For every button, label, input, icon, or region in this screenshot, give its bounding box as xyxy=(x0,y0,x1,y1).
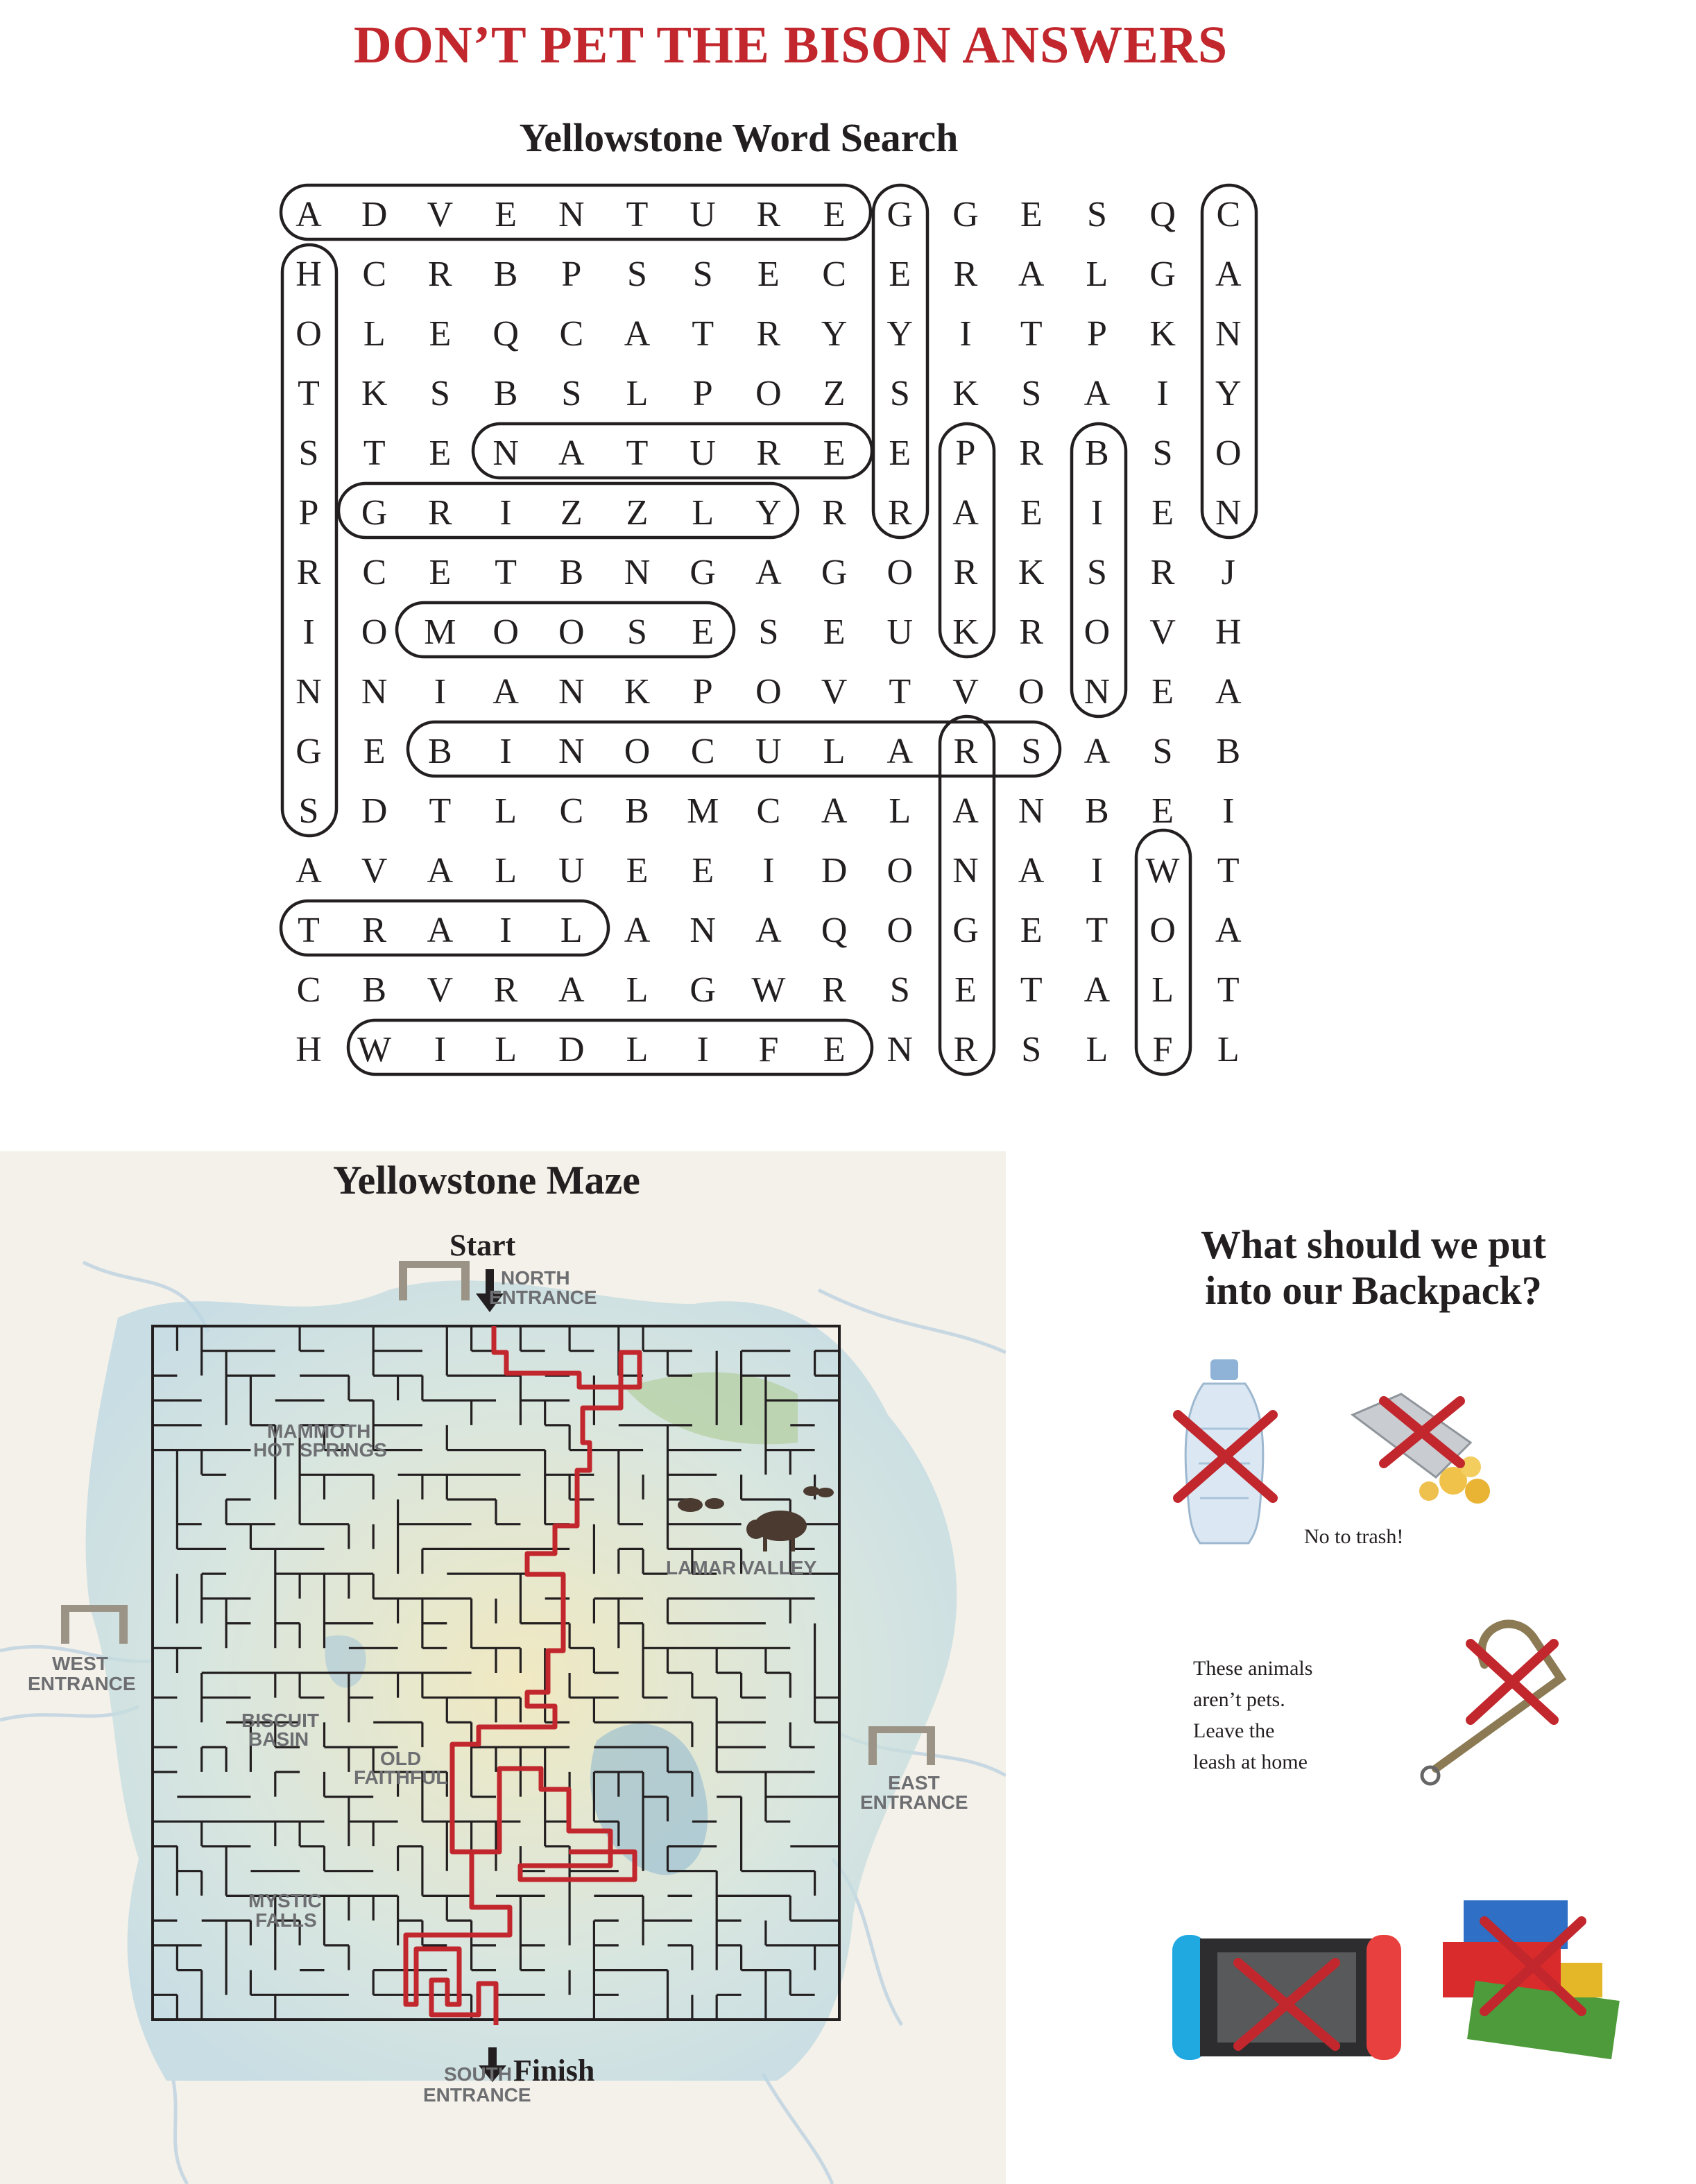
grid-letter: T xyxy=(1020,314,1043,354)
grid-letter: B xyxy=(493,374,518,413)
grid-letter: O xyxy=(361,612,388,652)
grid-letter: G xyxy=(952,195,979,234)
grid-letter: T xyxy=(298,374,320,413)
label-mystic: MYSTIC xyxy=(248,1890,322,1911)
grid-letter: T xyxy=(363,433,386,473)
grid-letter: I xyxy=(434,672,447,712)
grid-letter: A xyxy=(295,195,322,234)
grid-letter: I xyxy=(762,851,775,891)
grid-letter: R xyxy=(1150,553,1175,592)
grid-letter: Z xyxy=(560,493,583,533)
grid-letter: G xyxy=(689,970,716,1010)
grid-letter: S xyxy=(1021,1030,1042,1069)
grid-letter: W xyxy=(357,1030,392,1069)
label-south: SOUTH xyxy=(444,2063,512,2085)
label-lamar: LAMAR VALLEY xyxy=(666,1557,817,1579)
grid-letter: S xyxy=(561,374,582,413)
grid-letter: L xyxy=(560,911,583,950)
trash-note: No to trash! xyxy=(1304,1525,1404,1548)
grid-letter: E xyxy=(823,433,846,473)
grid-letter: F xyxy=(1152,1030,1173,1069)
grid-letter: W xyxy=(1145,851,1180,891)
grid-letter: T xyxy=(1086,911,1108,950)
grid-letter: E xyxy=(1020,195,1043,234)
grid-letter: C xyxy=(296,970,321,1010)
grid-letter: P xyxy=(955,433,976,473)
grid-letter: K xyxy=(361,374,388,413)
grid-letter: O xyxy=(1215,433,1242,473)
grid-letter: O xyxy=(886,553,914,592)
grid-letter: C xyxy=(822,255,846,294)
grid-letter: A xyxy=(427,851,454,891)
grid-letter: S xyxy=(1021,374,1042,413)
grid-letter: O xyxy=(755,374,782,413)
label-north-2: ENTRANCE xyxy=(489,1287,597,1308)
grid-letter: N xyxy=(1215,314,1242,354)
grid-letter: A xyxy=(1018,255,1045,294)
grid-letter: C xyxy=(559,314,584,354)
grid-letter: V xyxy=(361,851,388,891)
page-title: DON’T PET THE BISON ANSWERS xyxy=(353,16,1228,74)
grid-letter: R xyxy=(822,493,846,533)
grid-letter: N xyxy=(886,1030,914,1069)
label-west: WEST xyxy=(52,1653,108,1674)
grid-letter: E xyxy=(889,255,911,294)
letter-grid-overlay xyxy=(295,195,1242,1069)
grid-letter: R xyxy=(756,433,781,473)
grid-letter: T xyxy=(1217,851,1240,891)
grid-letter: R xyxy=(428,493,452,533)
grid-letter: R xyxy=(1019,612,1044,652)
grid-letter: E xyxy=(954,970,977,1010)
grid-letter: I xyxy=(1156,374,1169,413)
grid-letter: T xyxy=(889,672,911,712)
grid-letter: D xyxy=(558,1030,585,1069)
grid-letter: T xyxy=(626,195,649,234)
grid-letter: I xyxy=(1090,851,1104,891)
grid-letter: N xyxy=(558,195,585,234)
grid-letter: V xyxy=(821,672,848,712)
grid-letter: K xyxy=(952,374,979,413)
grid-letter: U xyxy=(558,851,585,891)
backpack-items xyxy=(1145,1318,1672,2178)
grid-letter: A xyxy=(952,493,979,533)
grid-letter: E xyxy=(363,732,386,771)
grid-letter: I xyxy=(696,1030,709,1069)
grid-letter: V xyxy=(427,195,454,234)
loop-bear-inner xyxy=(635,809,836,988)
label-mystic-2: FALLS xyxy=(255,1909,317,1931)
grid-letter: T xyxy=(1020,970,1043,1010)
grid-letter: B xyxy=(493,255,518,294)
grid-letter: G xyxy=(295,732,322,771)
grid-letter: E xyxy=(429,433,452,473)
grid-letter: I xyxy=(434,1030,447,1069)
grid-letter: U xyxy=(689,433,716,473)
grid-letter: O xyxy=(492,612,519,652)
grid-letter: N xyxy=(1018,791,1045,831)
grid-letter: O xyxy=(624,732,651,771)
grid-letter: B xyxy=(1085,433,1109,473)
grid-letter: L xyxy=(1151,970,1174,1010)
grid-letter: R xyxy=(953,553,978,592)
grid-letter: A xyxy=(624,911,651,950)
grid-letter: E xyxy=(757,255,780,294)
grid-letter: E xyxy=(429,553,452,592)
grid-letter: V xyxy=(1149,612,1176,652)
grid-letter: O xyxy=(295,314,322,354)
label-south-2: ENTRANCE xyxy=(423,2084,531,2106)
label-biscuit-2: BASIN xyxy=(248,1728,309,1750)
grid-letter: G xyxy=(361,493,388,533)
grid-letter: L xyxy=(495,1030,517,1069)
grid-letter: A xyxy=(492,672,519,712)
grid-letter: H xyxy=(295,255,322,294)
grid-letter: E xyxy=(1020,493,1043,533)
word-search-title: Yellowstone Word Search xyxy=(519,115,959,160)
grid-letter: A xyxy=(755,911,782,950)
grid-letter: S xyxy=(889,374,910,413)
leash-note-line-4: leash at home xyxy=(1193,1751,1308,1773)
grid-letter: S xyxy=(298,433,319,473)
grid-letter: A xyxy=(427,911,454,950)
grid-letter: D xyxy=(361,791,388,831)
maze-finish-label: Finish xyxy=(513,2054,595,2088)
grid-letter: G xyxy=(886,195,914,234)
grid-letter: A xyxy=(1083,970,1111,1010)
grid-letter: U xyxy=(689,195,716,234)
grid-letter: N xyxy=(1215,493,1242,533)
label-mammoth: MAMMOTH xyxy=(267,1420,371,1442)
grid-letter: O xyxy=(886,911,914,950)
leash-note-line-2: aren’t pets. xyxy=(1193,1688,1285,1711)
label-west-2: ENTRANCE xyxy=(28,1673,136,1694)
backpack-title xyxy=(1110,1222,1637,1314)
grid-letter: R xyxy=(1019,433,1044,473)
label-east: EAST xyxy=(888,1772,940,1794)
grid-letter: P xyxy=(1086,314,1107,354)
maze-start-label: Start xyxy=(449,1228,516,1262)
grid-letter: O xyxy=(1018,672,1045,712)
grid-letter: L xyxy=(363,314,386,354)
grid-letter: R xyxy=(428,255,452,294)
loop-canyon xyxy=(1202,185,1256,538)
grid-letter: T xyxy=(692,314,714,354)
grid-letter: Q xyxy=(821,911,848,950)
grid-letter: R xyxy=(756,314,781,354)
grid-letter: Z xyxy=(823,374,846,413)
grid-letter: I xyxy=(959,314,972,354)
grid-letter: O xyxy=(1149,911,1176,950)
grid-letter: T xyxy=(495,553,517,592)
grid-letter: E xyxy=(1151,672,1174,712)
grid-letter: A xyxy=(952,791,979,831)
grid-letter: E xyxy=(626,851,649,891)
word-search-grid xyxy=(0,0,1696,1082)
grid-letter: L xyxy=(626,374,649,413)
grid-letter: B xyxy=(362,970,387,1010)
grid-letter: R xyxy=(296,553,321,592)
grid-letter: K xyxy=(952,612,979,652)
grid-letter: E xyxy=(495,195,517,234)
grid-letter: B xyxy=(428,732,452,771)
grid-letter: W xyxy=(751,970,786,1010)
chip-bag-icon xyxy=(1353,1394,1490,1504)
grid-letter: Z xyxy=(626,493,649,533)
grid-letter: A xyxy=(1083,374,1111,413)
grid-letter: S xyxy=(889,970,910,1010)
game-console-icon xyxy=(1172,1935,1401,2060)
grid-letter: N xyxy=(492,433,519,473)
grid-letter: T xyxy=(626,433,649,473)
grid-letter: N xyxy=(1083,672,1111,712)
grid-letter: Q xyxy=(492,314,519,354)
grid-letter: N xyxy=(558,672,585,712)
grid-letter: C xyxy=(362,255,387,294)
grid-letter: P xyxy=(561,255,582,294)
grid-letter: A xyxy=(1215,255,1242,294)
grid-letter: I xyxy=(302,612,315,652)
grid-letter: B xyxy=(1216,732,1241,771)
grid-letter: E xyxy=(1151,791,1174,831)
grid-letter: S xyxy=(1086,553,1107,592)
grid-letter: N xyxy=(558,732,585,771)
toy-bricks-icon xyxy=(1443,1900,1620,2059)
grid-letter: K xyxy=(1018,553,1045,592)
grid-letter: E xyxy=(823,1030,846,1069)
grid-letter: E xyxy=(692,851,714,891)
maze-map xyxy=(0,1151,1006,2184)
grid-letter: V xyxy=(952,672,979,712)
grid-letter: A xyxy=(295,851,322,891)
grid-letter: T xyxy=(429,791,452,831)
grid-letter: N xyxy=(952,851,979,891)
grid-letter: A xyxy=(558,970,585,1010)
grid-letter: I xyxy=(499,732,512,771)
grid-letter: L xyxy=(823,732,846,771)
backpack-title-line-2: into our Backpack? xyxy=(1205,1268,1542,1313)
maze-title: Yellowstone Maze xyxy=(333,1158,640,1203)
grid-letter: T xyxy=(298,911,320,950)
grid-letter: T xyxy=(1217,970,1240,1010)
grid-letter: B xyxy=(559,553,584,592)
grid-letter: O xyxy=(755,672,782,712)
grid-letter: J xyxy=(1221,553,1235,592)
grid-letter: R xyxy=(887,493,912,533)
backpack-title-line-1: What should we put xyxy=(1201,1222,1546,1267)
grid-letter: D xyxy=(821,851,848,891)
grid-letter: M xyxy=(424,612,456,652)
grid-letter: E xyxy=(823,612,846,652)
grid-letter: S xyxy=(758,612,779,652)
grid-letter: G xyxy=(689,553,716,592)
label-mammoth-2: HOT SPRINGS xyxy=(253,1439,387,1461)
grid-letter: M xyxy=(687,791,719,831)
grid-letter: P xyxy=(692,672,713,712)
grid-letter: H xyxy=(295,1030,322,1069)
grid-letter: C xyxy=(1216,195,1241,234)
grid-letter: H xyxy=(1215,612,1242,652)
grid-letter: E xyxy=(1020,911,1043,950)
loop-geyser xyxy=(873,185,927,538)
grid-letter: A xyxy=(624,314,651,354)
grid-letter: S xyxy=(627,612,647,652)
grid-letter: R xyxy=(756,195,781,234)
grid-letter: N xyxy=(295,672,322,712)
grid-letter: G xyxy=(952,911,979,950)
grid-letter: I xyxy=(1222,791,1235,831)
grid-letter: S xyxy=(429,374,450,413)
grid-letter: E xyxy=(823,195,846,234)
leash-note-line-3: Leave the xyxy=(1193,1719,1275,1742)
grid-letter: A xyxy=(886,732,914,771)
grid-letter: S xyxy=(1086,195,1107,234)
grid-letter: B xyxy=(1085,791,1109,831)
leash-note-line-1: These animals xyxy=(1193,1657,1313,1680)
grid-letter: N xyxy=(361,672,388,712)
grid-letter: G xyxy=(821,553,848,592)
grid-letter: C xyxy=(756,791,781,831)
grid-letter: U xyxy=(755,732,782,771)
grid-letter: S xyxy=(692,255,713,294)
grid-letter: L xyxy=(889,791,911,831)
grid-letter: L xyxy=(692,493,714,533)
grid-letter: R xyxy=(953,1030,978,1069)
grid-letter: C xyxy=(559,791,584,831)
grid-letter: B xyxy=(625,791,649,831)
grid-letter: R xyxy=(362,911,387,950)
grid-letter: R xyxy=(953,255,978,294)
grid-letter: L xyxy=(1086,1030,1108,1069)
grid-letter: Q xyxy=(1149,195,1176,234)
grid-letter: L xyxy=(626,1030,649,1069)
grid-letter: L xyxy=(1217,1030,1240,1069)
grid-letter: A xyxy=(1215,672,1242,712)
grid-letter: U xyxy=(886,612,914,652)
grid-letter: I xyxy=(499,493,512,533)
grid-letter: A xyxy=(1018,851,1045,891)
grid-letter: A xyxy=(1083,732,1111,771)
grid-letter: O xyxy=(886,851,914,891)
label-biscuit: BISCUIT xyxy=(241,1710,319,1731)
grid-letter: Y xyxy=(821,314,848,354)
grid-letter: S xyxy=(1021,732,1042,771)
grid-letter: R xyxy=(493,970,518,1010)
grid-letter: A xyxy=(1215,911,1242,950)
grid-letter: F xyxy=(758,1030,779,1069)
label-old-faithful: OLD xyxy=(380,1748,422,1769)
grid-letter: I xyxy=(1090,493,1104,533)
grid-letter: S xyxy=(1152,433,1173,473)
grid-letter: L xyxy=(495,791,517,831)
grid-letter: S xyxy=(298,791,319,831)
grid-letter: N xyxy=(689,911,716,950)
grid-letter: L xyxy=(626,970,649,1010)
label-north: NORTH xyxy=(501,1267,570,1289)
grid-letter: L xyxy=(1086,255,1108,294)
grid-letter: S xyxy=(627,255,647,294)
grid-letter: Y xyxy=(886,314,914,354)
grid-letter: R xyxy=(953,732,978,771)
grid-letter: P xyxy=(692,374,713,413)
loop-wildlife xyxy=(348,1020,872,1074)
grid-letter: K xyxy=(624,672,651,712)
grid-letter: E xyxy=(889,433,911,473)
grid-letter: N xyxy=(624,553,651,592)
grid-letter: E xyxy=(692,612,714,652)
grid-letter: E xyxy=(429,314,452,354)
grid-letter: C xyxy=(690,732,715,771)
grid-letter: A xyxy=(558,433,585,473)
loop-nature xyxy=(473,424,872,478)
grid-letter: I xyxy=(499,911,512,950)
grid-letter: O xyxy=(558,612,585,652)
grid-letter: R xyxy=(822,970,846,1010)
grid-letter: A xyxy=(755,553,782,592)
grid-letter: Y xyxy=(1215,374,1242,413)
grid-letter: P xyxy=(298,493,319,533)
grid-letter: D xyxy=(361,195,388,234)
label-old-faithful-2: FAITHFUL xyxy=(354,1766,448,1788)
grid-letter: L xyxy=(495,851,517,891)
label-east-2: ENTRANCE xyxy=(860,1791,968,1813)
grid-letter: Y xyxy=(755,493,782,533)
grid-letter: C xyxy=(362,553,387,592)
grid-letter: A xyxy=(821,791,848,831)
grid-letter: O xyxy=(1083,612,1111,652)
grid-letter: S xyxy=(1152,732,1173,771)
grid-letter: K xyxy=(1149,314,1176,354)
grid-letter: E xyxy=(1151,493,1174,533)
grid-letter: G xyxy=(1149,255,1176,294)
grid-letter: V xyxy=(427,970,454,1010)
